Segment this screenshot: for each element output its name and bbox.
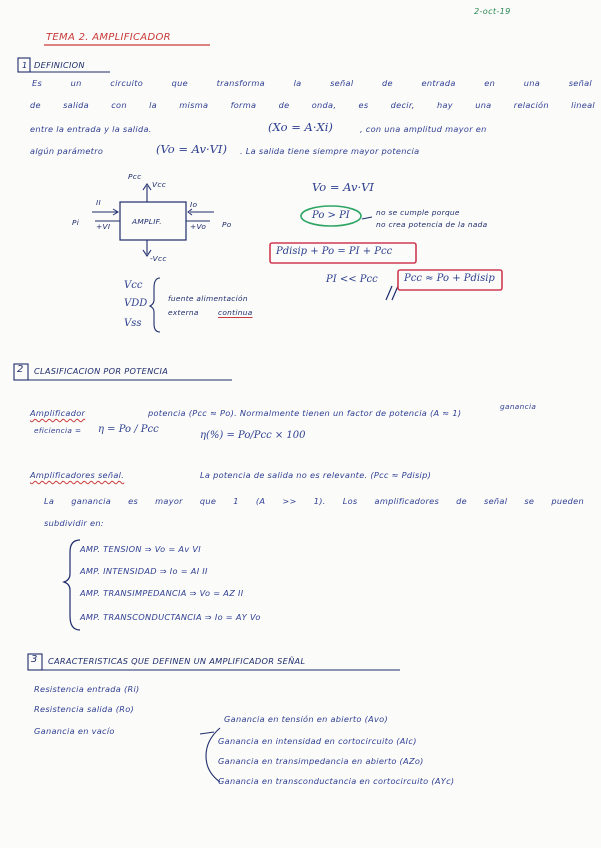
amp-type-tension: AMP. TENSION ⇒ Vo = Av VI [80,544,201,554]
source-vcc: Vcc [124,280,143,291]
signal-amplifiers-title: Amplificadores señal. [30,470,125,480]
efficiency-percent: η(%) = Po/Pcc × 100 [200,430,306,441]
amplifier-power-title: Amplificador [30,408,86,418]
amp-type-intensity: AMP. INTENSIDAD ⇒ Io = AI II [80,566,208,576]
ganancia-note: ganancia [500,402,537,411]
diagram-pcc: Pcc [128,172,142,181]
characteristic-input-resistance: Resistencia entrada (Ri) [34,684,140,694]
amp-type-transimpedance: AMP. TRANSIMPEDANCIA ⇒ Vo = AZ II [80,588,244,598]
definition-line-2: de salida con la misma forma de onda, es decir, hay una relación lineal [30,100,595,110]
eq-power-balance: Pdisip + Po = PI + Pcc [276,246,393,257]
eq-po-greater-pi: Po > PI [312,210,350,221]
signal-amplifiers-line-2: La ganancia es mayor que 1 (A >> 1). Los amplificadores de señal se pueden [44,496,584,506]
note-line-1: no se cumple porque [376,208,460,217]
sources-label-2: externa [168,308,199,317]
diagram-po: Po [222,220,232,229]
eq-pcc-approx: Pcc ≈ Po + Pdisip [404,273,495,284]
source-vss: Vss [124,318,142,329]
gain-current-short: Ganancia en intensidad en cortocircuito (AIc) [218,736,417,746]
gain-transconductance-short: Ganancia en transconductancia en cortocircuito (AYc) [218,776,455,786]
gain-voltage-open: Ganancia en tensión en abierto (Avo) [224,714,388,724]
sources-label-1: fuente alimentación [168,294,248,303]
sources-label-3: continua [218,308,253,317]
efficiency-formula: η = Po / Pcc [98,424,159,435]
efficiency-label: eficiencia = [34,426,82,435]
definition-line-3a: entre la entrada y la salida. [30,124,152,134]
section-3-heading: CARACTERISTICAS QUE DEFINEN UN AMPLIFICADOR SEÑAL [48,656,306,666]
amplifier-block-label: AMPLIF. [132,217,162,226]
characteristic-gain: Ganancia en vacío [34,726,115,736]
definition-line-1: Es un circuito que transforma la señal de entrada en una señal [32,78,592,88]
diagram-vo: +Vo [190,222,207,231]
eq-pi-much-less-pcc: PI << Pcc [326,274,378,285]
section-2-heading: CLASIFICACION POR POTENCIA [34,366,169,376]
section-2-number: 2 [17,364,24,375]
amplifier-power-text: potencia (Pcc ≈ Po). Normalmente tienen un factor de potencia (A ≈ 1) [148,408,462,418]
amp-type-transconductance: AMP. TRANSCONDUCTANCIA ⇒ Io = AY Vo [80,612,261,622]
definition-line-4a: algún parámetro [30,146,104,156]
gain-transimpedance-open: Ganancia en transimpedancia en abierto (AZo) [218,756,424,766]
diagram-vi: +VI [96,222,111,231]
source-vdd: VDD [124,298,148,309]
eq-vo: Vo = Av·VI [312,180,374,194]
signal-amplifiers-text: La potencia de salida no es relevante. (Pcc ≈ Pdisip) [200,470,432,480]
diagram-vcc-bottom: -Vcc [150,254,167,263]
characteristic-output-resistance: Resistencia salida (Ro) [34,704,135,714]
definition-formula-2: (Vo = Av·VI) [156,142,227,156]
note-line-2: no crea potencia de la nada [376,220,488,229]
section-1-heading: DEFINICION [34,60,85,70]
diagram-pi: Pi [72,218,80,227]
section-1-number: 1 [22,60,28,70]
diagram-io: Io [190,200,198,209]
definition-line-4b: . La salida tiene siempre mayor potencia [240,146,420,156]
date: 2-oct-19 [474,6,511,16]
signal-amplifiers-line-3: subdividir en: [44,518,104,528]
diagram-ii: II [96,198,101,207]
page-title: TEMA 2. AMPLIFICADOR [46,32,171,43]
definition-line-3b: , con una amplitud mayor en [360,124,487,134]
diagram-vcc-top: Vcc [152,180,167,189]
section-3-number: 3 [31,654,38,665]
definition-formula-1: (Xo = A·Xi) [268,120,333,134]
